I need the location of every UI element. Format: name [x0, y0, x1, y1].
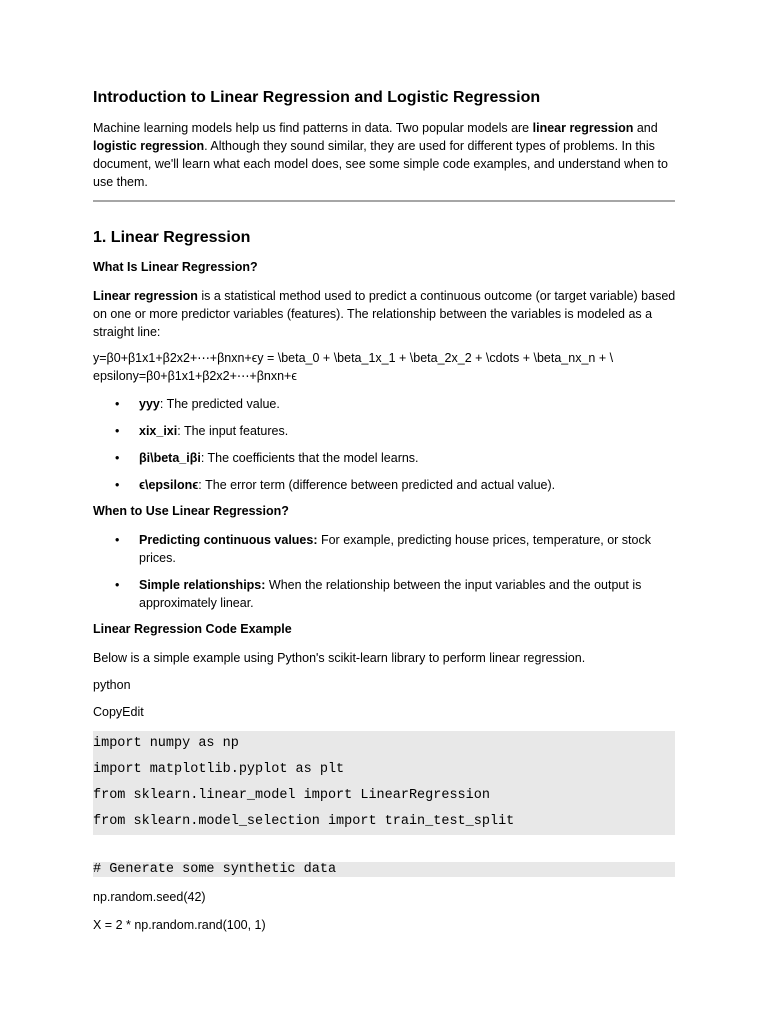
- intro-paragraph: [93, 119, 678, 191]
- code-line: from sklearn.linear_model import LinearRegression: [93, 788, 490, 803]
- code-line: import matplotlib.pyplot as plt: [93, 762, 345, 777]
- formula-line-1: y=β0+β1x1+β2x2+⋯+βnxn+ϵy = \beta_0 + \beta_1x_1 + \beta_2x_2 + \cdots + \beta_nx_n + \: [93, 351, 614, 365]
- definition-text: is a statistical method used to predict a continuous outcome (or target variable) based on one or more predictor variables (features). The relationship between the variables is modeled as a straight line:: [93, 289, 676, 339]
- code-comment-line: # Generate some synthetic data: [93, 862, 337, 877]
- use-desc: When the relationship between the input variables and the output is approximately linear.: [139, 578, 642, 610]
- term-label: ϵ\epsilonϵ: [139, 478, 199, 492]
- term-desc: : The error term (difference between predicted and actual value).: [198, 478, 556, 492]
- bullet: •: [115, 533, 120, 547]
- code-intro: Below is a simple example using Python's scikit-learn library to perform linear regression.: [93, 651, 586, 665]
- term-label: βi\beta_iβi: [139, 451, 201, 465]
- bullet: •: [115, 578, 120, 592]
- code-text-line: X = 2 * np.random.rand(100, 1): [93, 918, 266, 932]
- copy-edit-button[interactable]: CopyEdit: [93, 705, 144, 719]
- code-block: [93, 731, 675, 835]
- intro-text-2: and: [633, 121, 658, 135]
- what-is-heading: What Is Linear Regression?: [93, 260, 258, 274]
- formula-line-2: epsilony=β0+β1x1+β2x2+⋯+βnxn+ϵ: [93, 369, 297, 383]
- list-item: [93, 395, 675, 413]
- definition-paragraph: [93, 287, 678, 341]
- term-desc: : The coefficients that the model learns.: [200, 451, 419, 465]
- uses-list: [93, 531, 675, 612]
- code-line: import numpy as np: [93, 736, 239, 751]
- bullet: •: [115, 451, 120, 465]
- formula: [93, 349, 678, 385]
- intro-text-1: Machine learning models help us find patterns in data. Two popular models are: [93, 121, 533, 135]
- list-item: [93, 531, 675, 567]
- definition-bold: Linear regression: [93, 289, 198, 303]
- code-example-heading: Linear Regression Code Example: [93, 622, 292, 636]
- when-to-use-heading: When to Use Linear Regression?: [93, 504, 289, 518]
- comment-block: [93, 862, 675, 877]
- term-label: xix_ixi: [139, 424, 178, 438]
- intro-bold-logistic: logistic regression: [93, 139, 205, 153]
- code-line: from sklearn.model_selection import train_test_split: [93, 814, 515, 829]
- use-label: Predicting continuous values:: [139, 533, 318, 547]
- bullet: •: [115, 424, 120, 438]
- code-language-label: python: [93, 678, 131, 692]
- code-text-line: np.random.seed(42): [93, 890, 206, 904]
- list-item: [93, 449, 675, 467]
- bullet: •: [115, 397, 120, 411]
- term-label: yyy: [139, 397, 160, 411]
- list-item: [93, 476, 675, 494]
- intro-text-3: . Although they sound similar, they are used for different types of problems. In this document, we'll learn what each model does, see some simple code examples, and understand when to use them.: [93, 139, 668, 189]
- section-heading-linear: 1. Linear Regression: [93, 229, 251, 246]
- term-desc: : The predicted value.: [159, 397, 280, 411]
- use-desc: For example, predicting house prices, temperature, or stock prices.: [139, 533, 651, 565]
- list-item: [93, 576, 675, 612]
- terms-list: [93, 395, 675, 494]
- use-label: Simple relationships:: [139, 578, 266, 592]
- document-title: Introduction to Linear Regression and Logistic Regression: [93, 89, 541, 106]
- horizontal-rule: [93, 200, 675, 202]
- list-item: [93, 422, 675, 440]
- bullet: •: [115, 478, 120, 492]
- term-desc: : The input features.: [177, 424, 289, 438]
- intro-bold-linear: linear regression: [532, 121, 634, 135]
